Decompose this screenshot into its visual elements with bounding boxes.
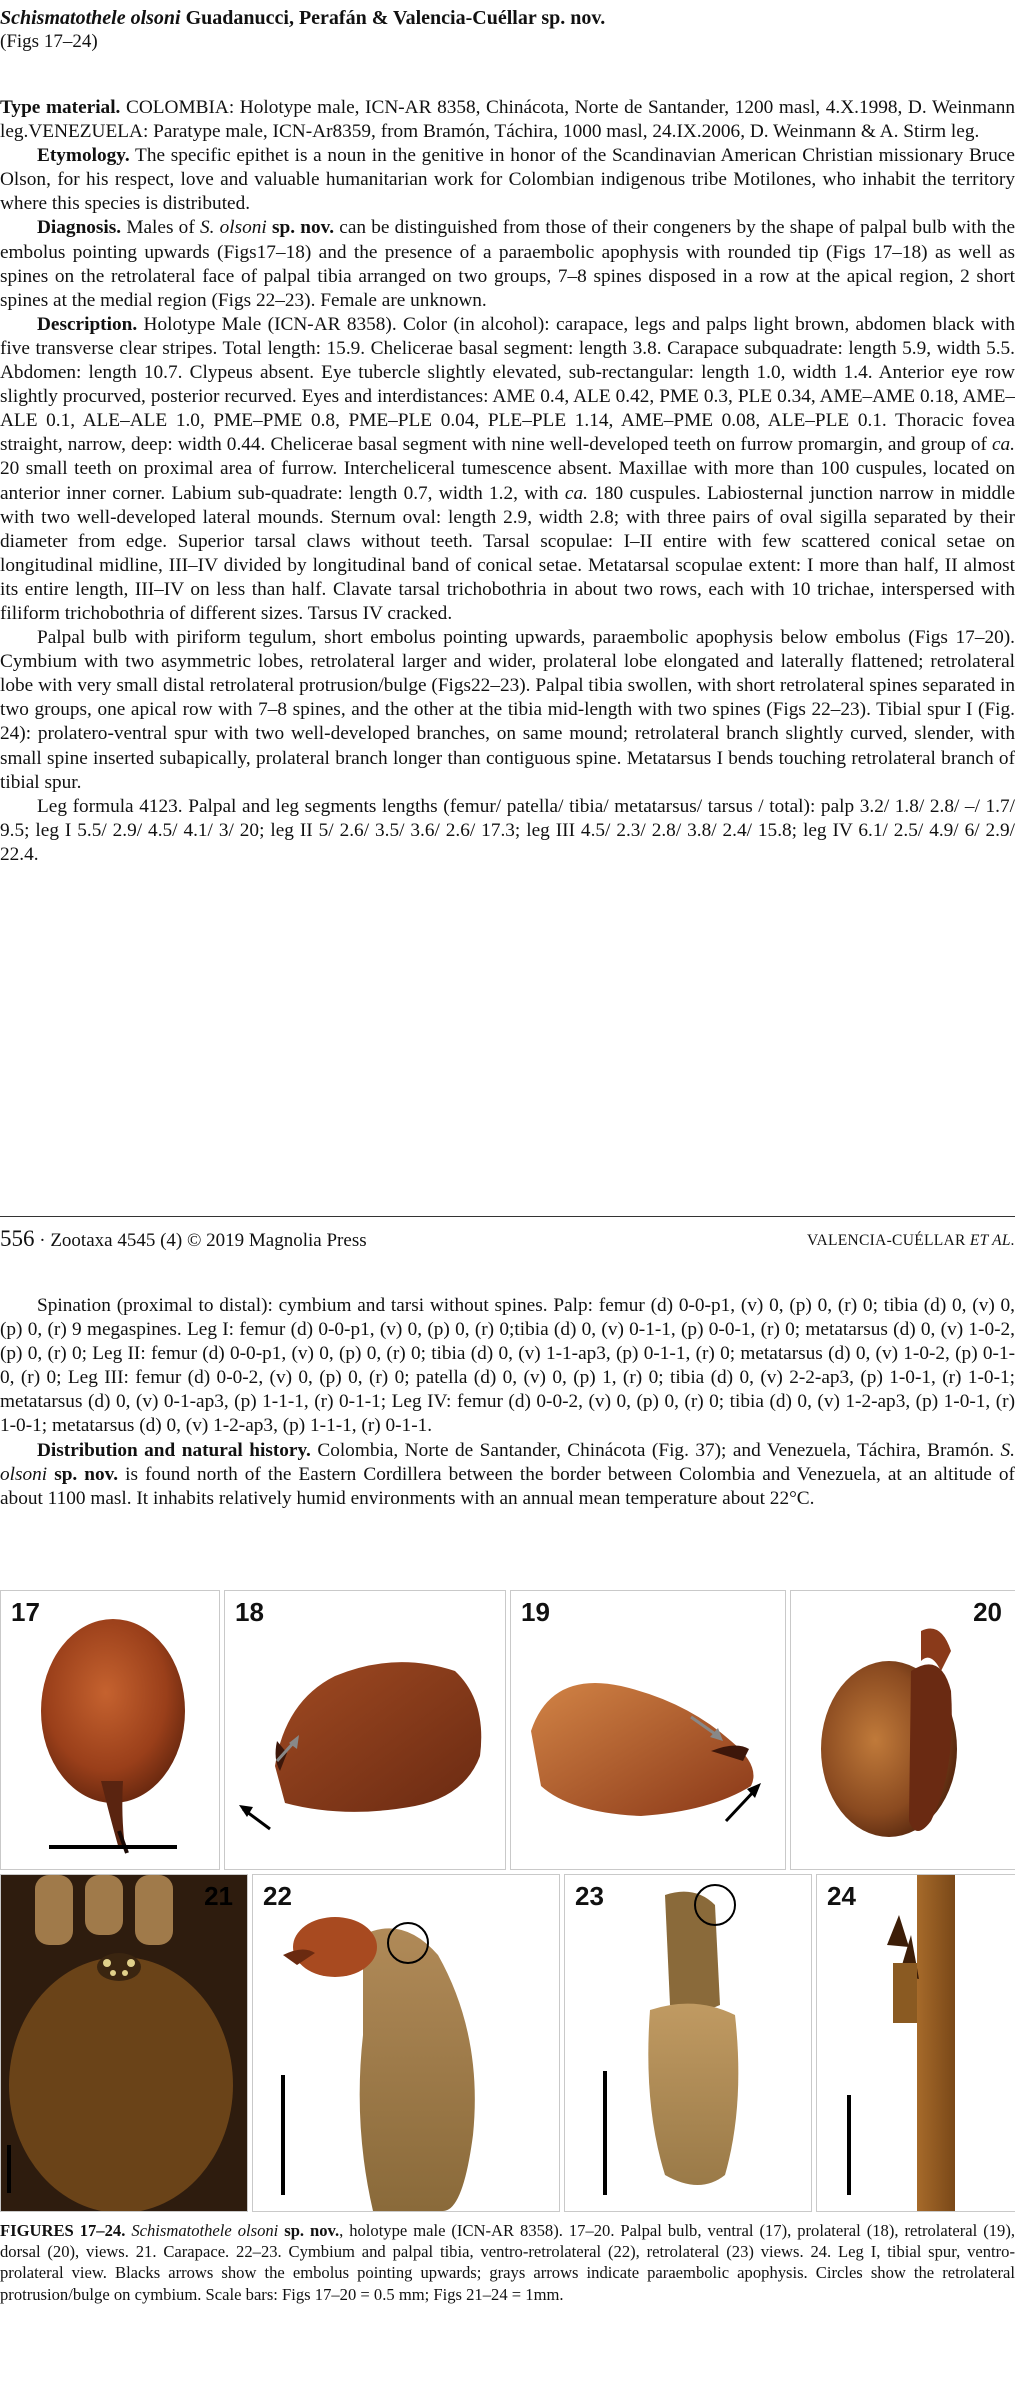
description-ca-1: ca. [991, 434, 1015, 456]
diagnosis-spnov: sp. nov. [272, 217, 335, 239]
figure-panel-24 [816, 1874, 1015, 2212]
scale-bar [49, 1845, 177, 1849]
panel-label-19: 19 [521, 1597, 550, 1627]
scale-bar [7, 2145, 11, 2193]
scale-bar [603, 2071, 607, 2195]
distribution-text-a: Colombia, Norte de Santander, Chinácota (Fig. 37); and Venezuela, Táchira, Bramón. [317, 1439, 995, 1461]
distribution-text-b: is found north of the Eastern Cordillera between the border between Colombia and Venezuela, at an altitude of about 1100 masl. It inhabits relatively humid environments with an annual mean temperature about 22°C. [0, 1463, 1015, 1509]
caption-spnov: sp. nov. [284, 2221, 340, 2240]
diagnosis-text-a: Males of [126, 217, 195, 239]
description-paragraph [0, 313, 1015, 626]
diagnosis-paragraph [0, 216, 1015, 312]
description-text-b: 20 small teeth on proximal area of furrow. Intercheliceral tumescence absent. Maxillae with more than 100 cuspules, located on anterior inner corner. Labium sub-quadrate: length 0.7, width 1.2, with [0, 458, 1015, 504]
type-material-text: COLOMBIA: Holotype male, ICN-AR 8358, Chinácota, Norte de Santander, 1200 masl, 4.X.1998, D. Weinmann leg.VENEZUELA: Paratype male, ICN-Ar8359, from Bramón, Táchira, 1000 masl, 24.IX.2006, D. Weinmann & A. Stirm leg. [0, 97, 1015, 143]
etymology-label: Etymology. [37, 145, 130, 167]
type-material-label: Type material. [0, 97, 121, 118]
distribution-spnov: sp. nov. [54, 1463, 119, 1485]
scale-bar [847, 2095, 851, 2195]
panel-label-17: 17 [11, 1597, 40, 1627]
figure-panel-18 [224, 1590, 506, 1870]
running-head-right [807, 1231, 1015, 1251]
palpal-bulb-dorsal-image [791, 1591, 1015, 1869]
leg-formula-paragraph: Leg formula 4123. Palpal and leg segments lengths (femur/ patella/ tibia/ metatarsus/ tarsus / total): palp 3.2/ 1.8/ 2.8/ –/ 1.7/ 9.5; leg I 5.5/ 2.9/ 4.5/ 4.1/ 3/ 20; leg II 5/ 2.6/ 3.5/ 3.6/ 2.6/ 17.3; leg III 4.5/ 2.3/ 2.8/ 3.8/ 2.4/ 15.8; leg IV 6.1/ 2.5/ 4.9/ 6/ 2.9/ 22.4. [0, 795, 1015, 865]
distribution-species: S. olsoni [0, 1439, 1015, 1485]
carapace-image [1, 1875, 247, 2211]
panel-label-21: 21 [204, 1881, 233, 1911]
figure-panel-20 [790, 1590, 1015, 1870]
diagnosis-text-b: can be distinguished from those of their congeners by the shape of palpal bulb with the embolus pointing upwards (Figs17–18) and the presence of a paraembolic apophysis with rounded tip (Figs 17–18) as well as spines on the retrolateral face of palpal tibia arranged on two groups, 7–8 spines disposed in a row at the apical region, 2 short spines at the medial region (Figs 22–23). Female are unknown. [0, 217, 1015, 311]
description-text-a: Holotype Male (ICN-AR 8358). Color (in alcohol): carapace, legs and palps light brown, abdomen black with five transverse clear stripes. Total length: 15.9. Chelicerae basal segment: length 3.8. Carapace subquadrate: length 5.9, width 5.5. Abdomen: length 10.7. Clypeus absent. Eye tubercle slightly elevated, sub-rectangular: length 1.0, width 1.4. Anterior eye row slightly procurved, posterior recurved. Eyes and interdistances: AME 0.4, ALE 0.42, PME 0.3, PLE 0.34, AME–AME 0.18, AME–ALE 0.1, ALE–ALE 1.0, PME–PME 0.8, PME–PLE 0.04, PLE–PLE 1.14, AME–PME 0.08, ALE–PLE 0.1. Thoracic fovea straight, narrow, deep: width 0.44. Chelicerae basal segment with nine well-developed teeth on furrow promargin, and group of [0, 313, 1015, 456]
panel-label-23: 23 [575, 1881, 604, 1911]
second-text-block [0, 1294, 1015, 1511]
running-head-etal: ET AL. [969, 1232, 1015, 1249]
panel-label-24: 24 [827, 1881, 856, 1911]
etymology-text: The specific epithet is a noun in the genitive in honor of the Scandinavian American Christian missionary Bruce Olson, for his respect, love and valuable humanitarian work for Colombian indigenous tribe Motilones, who inhabit the territory where this species is distributed. [0, 145, 1015, 215]
figure-panel-17 [0, 1590, 220, 1870]
main-text-block [0, 96, 1015, 867]
cymbium-tibia-retrolateral-image [565, 1875, 811, 2211]
diagnosis-species: S. olsoni [199, 217, 267, 239]
palpal-bulb-prolateral-image [225, 1591, 505, 1869]
description-ca-2: ca. [564, 482, 588, 504]
figure-plate [0, 1590, 1015, 2210]
distribution-label: Distribution and natural history. [37, 1439, 311, 1461]
panel-label-18: 18 [235, 1597, 264, 1627]
panel-label-22: 22 [263, 1881, 292, 1911]
figure-reference: (Figs 17–24) [0, 31, 98, 52]
etymology-paragraph [0, 144, 1015, 216]
description-label: Description. [37, 313, 138, 335]
diagnosis-label: Diagnosis. [37, 217, 122, 239]
figure-caption [0, 2220, 1015, 2305]
caption-text: , holotype male (ICN-AR 8358). 17–20. Palpal bulb, ventral (17), prolateral (18), retrolateral (19), dorsal (20), views. 21. Carapace. 22–23. Cymbium and palpal tibia, ventro-retrolateral (22), retrolateral (23) views. 24. Leg I, tibial spur, ventro-prolateral view. Blacks arrows show the embolus pointing upwards; grays arrows indicate paraembolic apophysis. Circles show the retrolateral protrusion/bulge on cymbium. Scale bars: Figs 17–20 = 0.5 mm; Figs 21–24 = 1mm. [0, 2221, 1015, 2304]
spination-paragraph: Spination (proximal to distal): cymbium and tarsi without spines. Palp: femur (d) 0-0-p1, (v) 0, (p) 0, (r) 0; tibia (d) 0, (v) 0, (p) 0, (r) 9 megaspines. Leg I: femur (d) 0-0-p1, (v) 0, (p) 0, (r) 0;tibia (d) 0, (v) 0-1-1, (p) 0-0-1, (r) 0; metatarsus (d) 0, (v) 1-0-2, (p) 0, (r) 0; Leg II: femur (d) 0-0-p1, (v) 0, (p) 0, (r) 0; tibia (d) 0, (v) 1-1-ap3, (p) 0-1-1, (r) 0; metatarsus (d) 0, (v) 1-0-2, (p) 0-1-0, (r) 0; Leg III: femur (d) 0-0-2, (v) 0, (p) 0, (r) 0; patella (d) 0, (v) 0, (p) 1, (r) 0; tibia (d) 0, (v) 2-2-ap3, (p) 1-0-1, (r) 1-0-1; metatarsus (d) 0, (v) 0-1-ap3, (p) 1-1-1, (r) 0-1-1; Leg IV: femur (d) 0-0-2, (v) 0, (p) 0, (r) 0; tibia (d) 0, (v) 1-2-ap3, (p) 1-0-1, (r) 1-0-1; metatarsus (d) 0, (v) 1-2-ap3, (p) 1-1-1, (r) 0-1-1. [0, 1295, 1015, 1437]
running-head-left [0, 1227, 367, 1253]
species-name: Schismatothele olsoni [0, 7, 181, 29]
distribution-paragraph [0, 1439, 1015, 1511]
caption-label: FIGURES 17–24. [0, 2221, 126, 2240]
palpal-bulb-retrolateral-image [511, 1591, 785, 1869]
journal-citation: · Zootaxa 4545 (4) © 2019 Magnolia Press [39, 1230, 367, 1251]
cymbium-tibia-ventro-retrolateral-image [253, 1875, 559, 2211]
figure-panel-19 [510, 1590, 786, 1870]
figure-panel-22 [252, 1874, 560, 2212]
leg-tibial-spur-image [817, 1875, 1015, 2211]
panel-label-20: 20 [973, 1597, 1002, 1627]
scale-bar [281, 2075, 285, 2195]
running-head-rule [0, 1216, 1015, 1217]
palpal-bulb-ventral-image [1, 1591, 219, 1869]
caption-species: Schismatothele olsoni [131, 2221, 279, 2240]
palpal-paragraph: Palpal bulb with piriform tegulum, short embolus pointing upwards, paraembolic apophysis below embolus (Figs 17–20). Cymbium with two asymmetric lobes, retrolateral larger and wider, prolateral lobe elongated and laterally flattened; retrolateral lobe with very small distal retrolateral protrusion/bulge (Figs22–23). Palpal tibia swollen, with short retrolateral spines separated in two groups, one apical row with 7–8 spines, and the other at the tibia mid-length with two spines (Figs 22–23). Tibial spur I (Fig. 24): prolatero-ventral spur with two well-developed branches, on same mound; retrolateral branch slightly curved, slender, with small spine inserted subapically, prolateral branch longer than contiguous spine. Metatarsus I bends touching retrolateral branch of tibial spur. [0, 627, 1015, 793]
running-head-authors: VALENCIA-CUÉLLAR [806, 1232, 966, 1249]
species-heading [0, 6, 605, 30]
description-text-c: 180 cuspules. Labiosternal junction narrow in middle with two well-developed lateral mounds. Sternum oval: length 2.9, width 2.8; with three pairs of oval sigilla separated by their diameter from edge. Superior tarsal claws without teeth. Tarsal scopulae: I–II entire with few scattered conical setae on longitudinal midline, III–IV divided by longitudinal band of conical setae. Metatarsal scopulae extent: I more than half, II almost its entire length, III–IV on less than half. Clavate tarsal trichobothria in about two rows, each with 10 trichae, interspersed with filiform trichobothria of different sizes. Tarsus IV cracked. [0, 482, 1015, 624]
figure-panel-21 [0, 1874, 248, 2212]
type-material-paragraph [0, 96, 1015, 144]
species-authors: Guadanucci, Perafán & Valencia-Cuéllar sp. nov. [185, 7, 606, 29]
figure-panel-23 [564, 1874, 812, 2212]
page-number: 556 [0, 1226, 35, 1251]
